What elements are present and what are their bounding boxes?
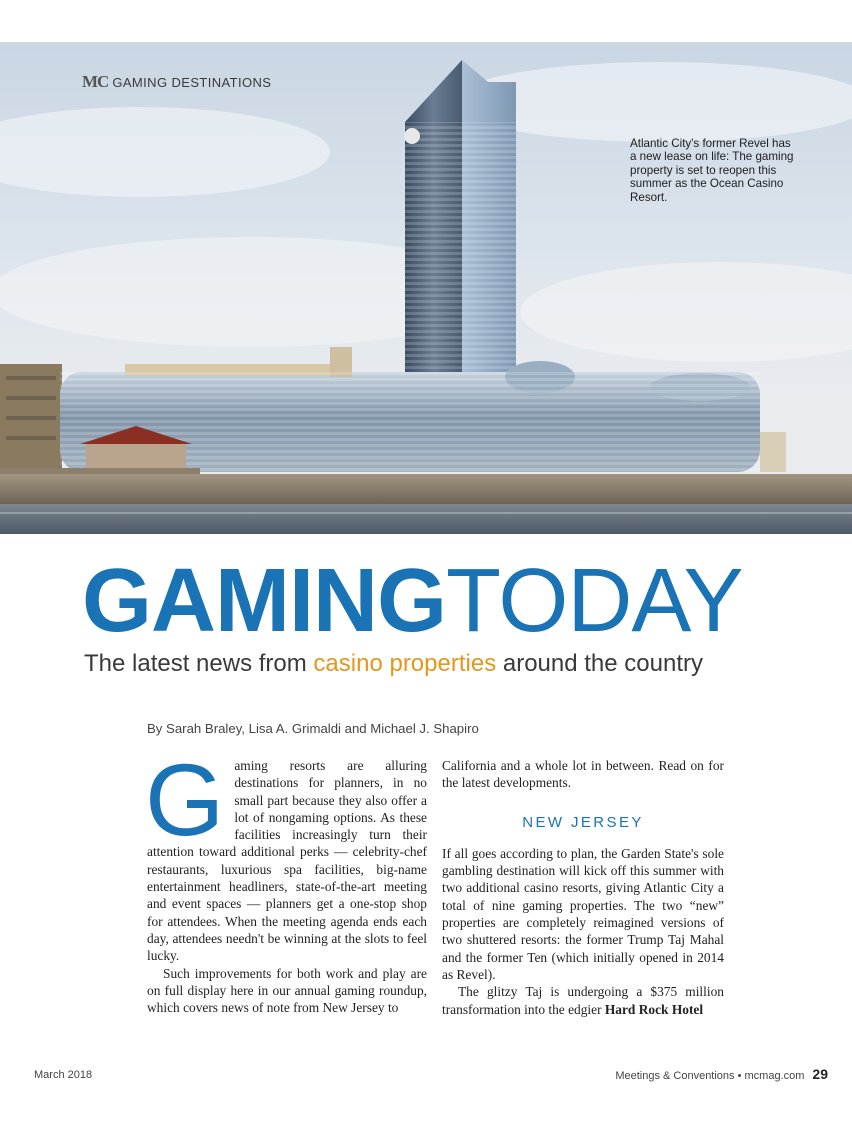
photo-caption: Atlantic City's former Revel has a new lease on life: The gaming property is set to reopen this summer as the Ocean Casino Resort. — [630, 137, 794, 204]
article-headline — [82, 551, 802, 651]
hero-photo — [0, 42, 852, 534]
publication-name: Meetings & Conventions • mcmag.com — [615, 1070, 805, 1082]
paragraph-roundup-continued: California and a whole lot in between. Read on for the latest developments. — [442, 758, 724, 791]
hotel-name: Hard Rock Hotel — [604, 1001, 704, 1017]
headline-light: TODAY — [445, 551, 743, 651]
footer-date: March 2018 — [34, 1069, 93, 1081]
paragraph-roundup: Such improvements for both work and play are on full display here in our annual gaming roundup, which covers news of note from New Jersey to — [147, 965, 427, 1016]
page-number: 29 — [812, 1066, 828, 1082]
drop-cap: G — [145, 743, 225, 857]
headline-bold: GAMING — [82, 551, 446, 651]
magazine-section-header — [82, 72, 271, 92]
byline: By Sarah Braley, Lisa A. Grimaldi and Michael J. Shapiro — [147, 721, 479, 736]
section-label: GAMING DESTINATIONS — [112, 74, 272, 90]
revel-tower-illustration — [0, 42, 852, 534]
article-subhead: The latest news from casino properties around the country — [84, 650, 703, 677]
subhead-highlight: casino properties — [313, 650, 497, 677]
article-column-1 — [145, 743, 427, 1016]
paragraph-new-jersey: If all goes according to plan, the Garden State's sole gambling destination will kick off this summer with two additional casino resorts, giving Atlantic City a total of nine gaming properties. The two “new” properties are completely reimagined versions of two shuttered resorts: the former Trump Taj Mahal and the former Ten (which initially opened in 2014 as Revel). — [442, 845, 724, 982]
article-column-2 — [442, 757, 724, 1018]
section-heading-new-jersey: NEW JERSEY — [522, 813, 644, 831]
paragraph-taj: The glitzy Taj is undergoing a $375 million transformation into the edgier Hard Rock Hotel — [442, 984, 724, 1017]
paragraph-intro: Gaming resorts are alluring destinations for planners, in no small part because they also offer a lot of nongaming options. As these facilities increasingly turn their attention toward additional perks — celebrity-chef restaurants, luxurious spa facilities, big-name entertainment headliners, state-of-the-art meeting and event spaces — planners get a one-stop shop for attendees. When the meeting agenda ends each day, attendees needn't be winning at the slots to feel lucky. — [145, 743, 427, 964]
mc-logo: MC — [82, 72, 109, 91]
footer-publication — [615, 1066, 828, 1082]
